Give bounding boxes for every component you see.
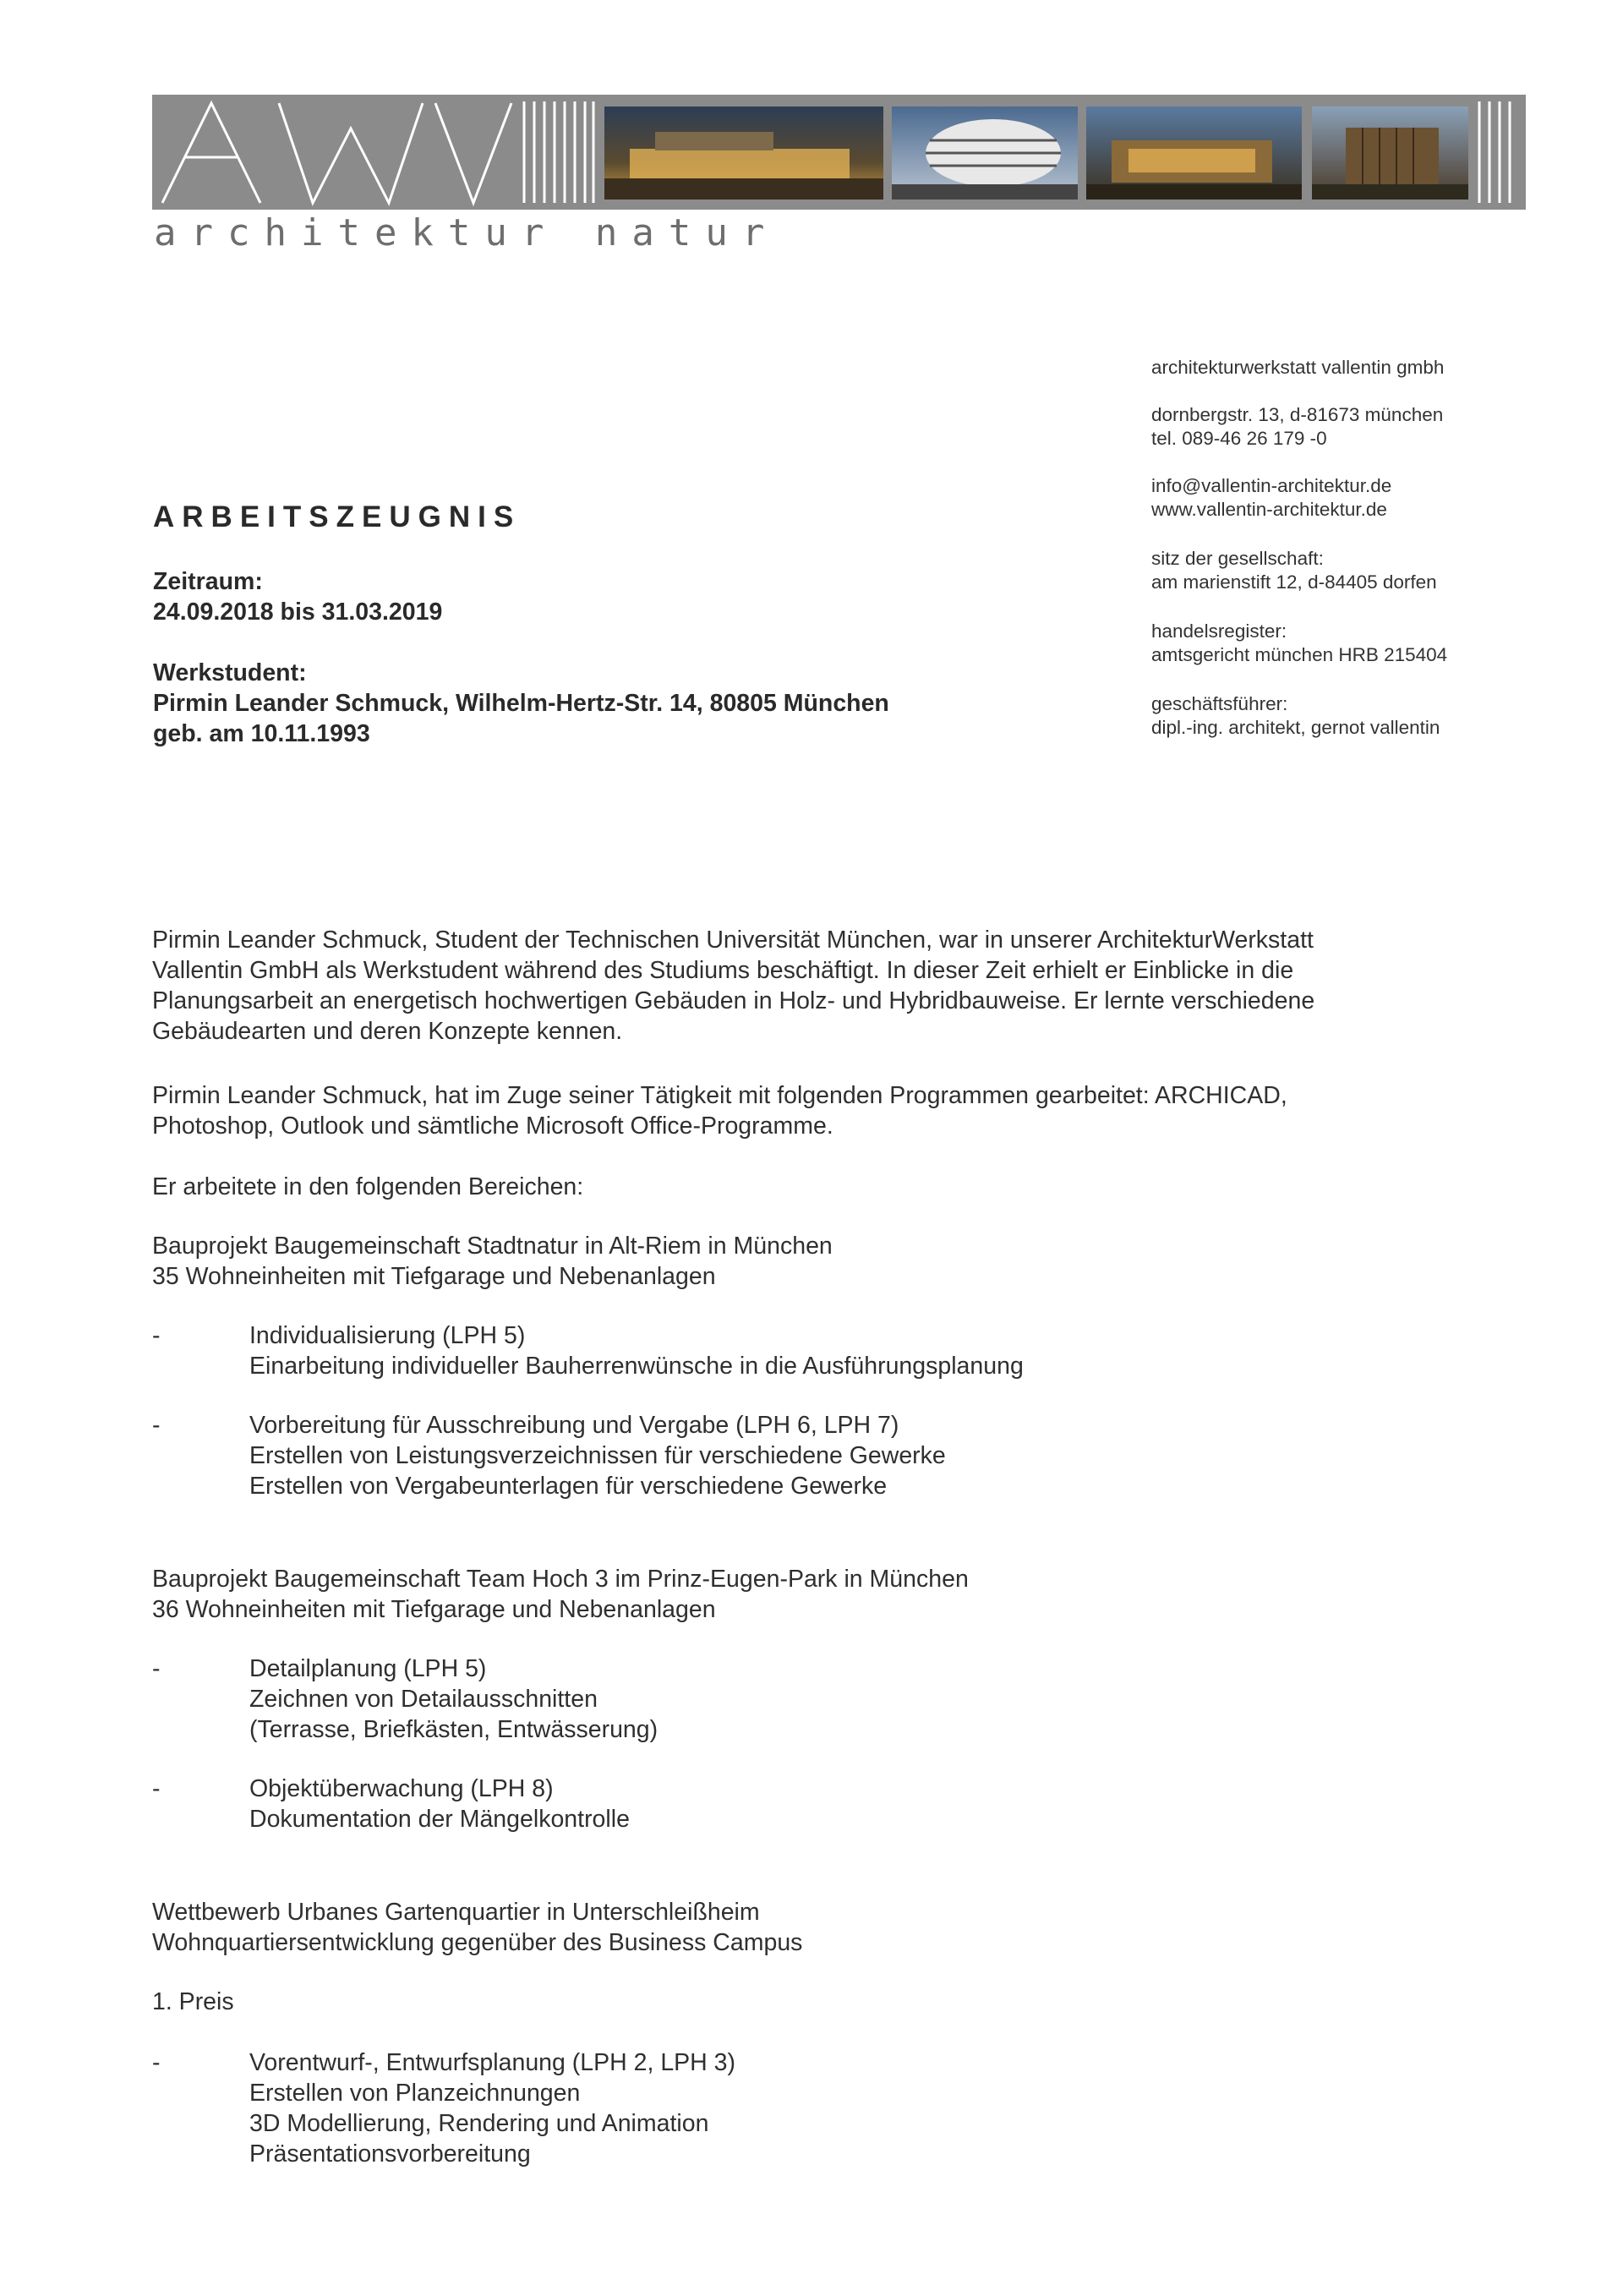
item-line: Erstellen von Planzeichnungen <box>249 2080 581 2107</box>
document-title: ARBEITSZEUGNIS <box>153 500 522 533</box>
project-subtitle: 35 Wohneinheiten mit Tiefgarage und Nebenanlagen <box>152 1263 716 1290</box>
item-line: Detailplanung (LPH 5) <box>249 1655 487 1682</box>
letterhead-banner <box>152 95 1526 210</box>
birth-line: geb. am 10.11.1993 <box>153 720 370 747</box>
areas-intro <box>152 1172 1505 1202</box>
text-line: Gebäudearten und deren Konzepte kennen. <box>152 1018 623 1045</box>
list-item <box>249 1320 1024 1381</box>
project-1-heading <box>152 1231 1505 1292</box>
award-line <box>152 1987 1505 2017</box>
item-line: Präsentationsvorbereitung <box>249 2140 531 2168</box>
building-photo-1 <box>604 107 883 200</box>
item-line: Erstellen von Leistungsverzeichnissen für verschiedene Gewerke <box>249 1442 946 1469</box>
sender-seat-value: am marienstift 12, d-84405 dorfen <box>1151 571 1437 593</box>
item-line: Individualisierung (LPH 5) <box>249 1322 526 1349</box>
sender-phone: tel. 089-46 26 179 -0 <box>1151 428 1327 449</box>
list-dash: - <box>152 1655 161 1682</box>
list-item <box>249 1410 946 1501</box>
item-line: Einarbeitung individueller Bauherrenwünsche in die Ausführungsplanung <box>249 1353 1024 1380</box>
text-line: Er arbeitete in den folgenden Bereichen: <box>152 1173 584 1200</box>
intro-paragraph <box>152 925 1505 1047</box>
text-line: Pirmin Leander Schmuck, hat im Zuge seiner Tätigkeit mit folgenden Programmen gearbeitet: ARCHICAD, <box>152 1082 1287 1109</box>
building-photo-3 <box>1086 107 1302 200</box>
sender-company: architekturwerkstatt vallentin gmbh <box>1151 357 1445 378</box>
employee-line: Pirmin Leander Schmuck, Wilhelm-Hertz-Str. 14, 80805 München <box>153 690 889 717</box>
award-text: 1. Preis <box>152 1988 234 2015</box>
list-dash: - <box>152 1322 161 1349</box>
list-dash: - <box>152 1775 161 1802</box>
item-line: Dokumentation der Mängelkontrolle <box>249 1806 630 1833</box>
item-line: (Terrasse, Briefkästen, Entwässerung) <box>249 1716 658 1743</box>
list-dash: - <box>152 2049 161 2076</box>
item-line: Zeichnen von Detailausschnitten <box>249 1686 598 1713</box>
sender-web[interactable]: www.vallentin-architektur.de <box>1151 499 1387 520</box>
software-paragraph <box>152 1080 1505 1141</box>
item-line: Erstellen von Vergabeunterlagen für verschiedene Gewerke <box>249 1473 888 1500</box>
list-item <box>249 2047 735 2169</box>
item-line: 3D Modellierung, Rendering und Animation <box>249 2110 709 2137</box>
period-label: Zeitraum: <box>153 568 263 595</box>
sender-register-label: handelsregister: <box>1151 620 1287 642</box>
role-label: Werkstudent: <box>153 659 307 686</box>
project-title: Bauprojekt Baugemeinschaft Stadtnatur in Alt-Riem in München <box>152 1233 833 1260</box>
building-photo-2 <box>892 107 1078 200</box>
text-line: Pirmin Leander Schmuck, Student der Technischen Universität München, war in unserer ArchitekturWerkstatt <box>152 927 1314 954</box>
sender-manager-value: dipl.-ing. architekt, gernot vallentin <box>1151 717 1440 738</box>
project-title: Wettbewerb Urbanes Gartenquartier in Unterschleißheim <box>152 1899 760 1926</box>
item-line: Vorbereitung für Ausschreibung und Vergabe (LPH 6, LPH 7) <box>249 1412 899 1439</box>
letterhead-tagline: architektur natur <box>154 211 779 254</box>
text-line: Vallentin GmbH als Werkstudent während des Studiums beschäftigt. In dieser Zeit erhielt er Einblicke in die <box>152 957 1294 984</box>
text-line: Photoshop, Outlook und sämtliche Microsoft Office-Programme. <box>152 1112 833 1140</box>
list-item <box>249 1654 658 1745</box>
period-value: 24.09.2018 bis 31.03.2019 <box>153 599 443 626</box>
sender-register-value: amtsgericht münchen HRB 215404 <box>1151 644 1448 665</box>
project-3-heading <box>152 1897 1505 1958</box>
sender-email[interactable]: info@vallentin-architektur.de <box>1151 475 1392 496</box>
sender-seat-label: sitz der gesellschaft: <box>1151 548 1324 569</box>
project-2-heading <box>152 1564 1505 1625</box>
list-item <box>249 1774 630 1834</box>
item-line: Objektüberwachung (LPH 8) <box>249 1775 554 1802</box>
sender-address: dornbergstr. 13, d-81673 münchen <box>1151 404 1444 425</box>
project-title: Bauprojekt Baugemeinschaft Team Hoch 3 im Prinz-Eugen-Park in München <box>152 1566 969 1593</box>
text-line: Planungsarbeit an energetisch hochwertigen Gebäuden in Holz- und Hybridbauweise. Er lernte verschiedene <box>152 987 1315 1014</box>
list-dash: - <box>152 1412 161 1439</box>
sender-manager-label: geschäftsführer: <box>1151 693 1288 714</box>
project-subtitle: 36 Wohneinheiten mit Tiefgarage und Nebenanlagen <box>152 1596 716 1623</box>
project-subtitle: Wohnquartiersentwicklung gegenüber des Business Campus <box>152 1929 803 1956</box>
building-photo-4 <box>1312 107 1468 200</box>
item-line: Vorentwurf-, Entwurfsplanung (LPH 2, LPH 3) <box>249 2049 736 2076</box>
